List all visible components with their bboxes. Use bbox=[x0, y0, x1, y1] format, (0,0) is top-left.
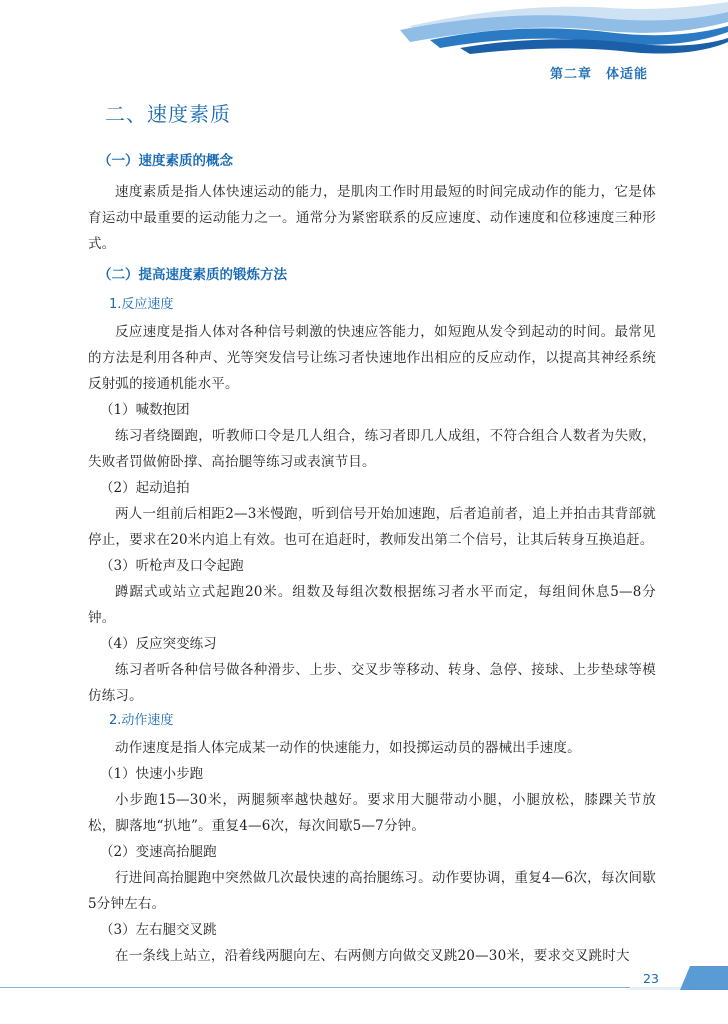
paragraph-reaction: 反应速度是指人体对各种信号刺激的快速应答能力，如短跑从发令到起动的时间。最常见的方法是利用各种声、光等突发信号让练习者快速地作出相应的反应动作，以提高其神经系统反射弧的接通机能水平。 bbox=[88, 324, 656, 392]
header-wave-decoration bbox=[400, 0, 728, 60]
item-label: （1）快速小步跑 bbox=[100, 766, 204, 782]
item-label: （3）听枪声及口令起跑 bbox=[100, 558, 244, 574]
subsection-title-concept: （一）速度素质的概念 bbox=[98, 153, 233, 169]
item-label: （4）反应突变练习 bbox=[100, 636, 217, 652]
footer-bar-decoration bbox=[0, 966, 728, 990]
page-content bbox=[88, 88, 656, 969]
heading-reaction-speed: 1.反应速度 bbox=[109, 297, 174, 312]
paragraph-concept: 速度素质是指人体快速运动的能力，是肌肉工作时用最短的时间完成动作的能力，它是体育运动中最重要的运动能力之一。通常分为紧密联系的反应速度、动作速度和位移速度三种形式。 bbox=[88, 184, 656, 252]
item-label: （2）起动追拍 bbox=[100, 480, 190, 496]
section-title: 二、速度素质 bbox=[105, 102, 231, 126]
item-text: 练习者听各种信号做各种滑步、上步、交叉步等移动、转身、急停、接球、上步垫球等模仿练习。 bbox=[88, 662, 656, 704]
page-number: 23 bbox=[643, 971, 659, 986]
item-text: 在一条线上站立，沿着线两腿向左、右两侧方向做交叉跳20—30米，要求交叉跳时大 bbox=[115, 948, 630, 964]
paragraph-action: 动作速度是指人体完成某一动作的快速能力，如投掷运动员的器械出手速度。 bbox=[115, 740, 581, 756]
item-text: 练习者绕圈跑，听教师口令是几人组合，练习者即几人成组，不符合组合人数者为失败，失败者罚做俯卧撑、高抬腿等练习或表演节目。 bbox=[88, 428, 656, 470]
item-text: 行进间高抬腿跑中突然做几次最快速的高抬腿练习。动作要协调，重复4—6次，每次间歇5分钟左右。 bbox=[88, 870, 656, 912]
heading-action-speed: 2.动作速度 bbox=[109, 713, 174, 728]
item-label: （1）喊数抱团 bbox=[100, 402, 190, 418]
item-label: （2）变速高抬腿跑 bbox=[100, 844, 217, 860]
item-text: 两人一组前后相距2—3米慢跑，听到信号开始加速跑，后者追前者，追上并拍击其背部就停止，要求在20米内追上有效。也可在追赶时，教师发出第二个信号，让其后转身互换追赶。 bbox=[88, 506, 656, 548]
subsection-title-methods: （二）提高速度素质的锻炼方法 bbox=[98, 267, 287, 283]
chapter-header: 第二章 体适能 bbox=[549, 67, 648, 82]
item-text: 蹲踞式或站立式起跑20米。组数及每组次数根据练习者水平而定，每组间休息5—8分钟。 bbox=[88, 584, 656, 626]
item-label: （3）左右腿交叉跳 bbox=[100, 922, 217, 938]
item-text: 小步跑15—30米，两腿频率越快越好。要求用大腿带动小腿，小腿放松，膝踝关节放松，脚落地“扒地”。重复4—6次，每次间歇5—7分钟。 bbox=[88, 792, 656, 834]
